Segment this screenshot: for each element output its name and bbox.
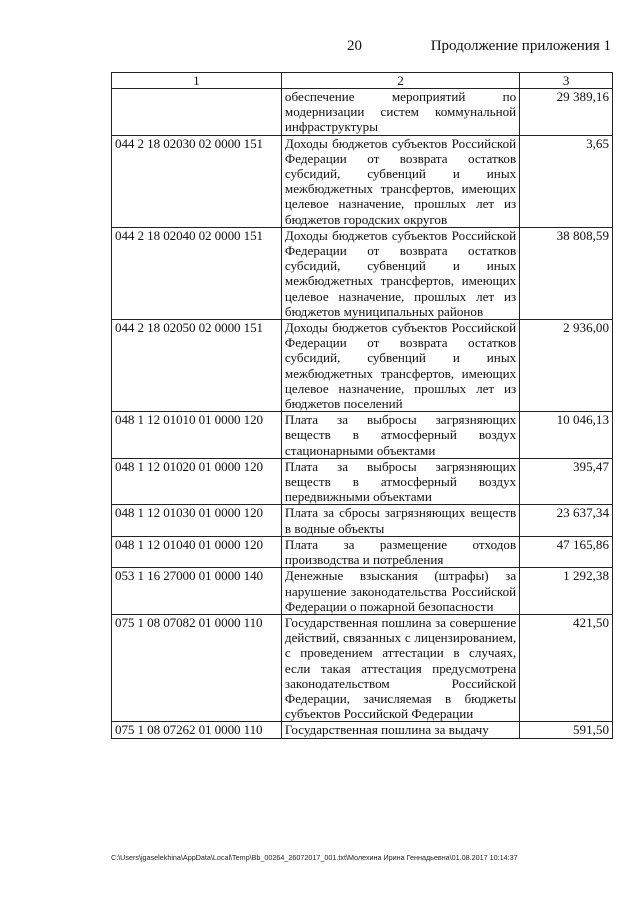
- description-cell: обеспечение мероприятий по модернизации систем коммунальной инфраструктуры: [281, 89, 519, 136]
- description-cell: Плата за выбросы загрязняющих веществ в атмосферный воздух передвижными объектами: [281, 458, 519, 505]
- amount-cell: 38 808,59: [520, 227, 613, 319]
- amount-cell: 1 292,38: [520, 568, 613, 615]
- amount-cell: 29 389,16: [520, 89, 613, 136]
- code-cell: 048 1 12 01040 01 0000 120: [112, 536, 282, 567]
- code-cell: [112, 89, 282, 136]
- code-cell: 053 1 16 27000 01 0000 140: [112, 568, 282, 615]
- description-cell: Плата за выбросы загрязняющих веществ в атмосферный воздух стационарными объектами: [281, 412, 519, 459]
- description-cell: Государственная пошлина за выдачу: [281, 722, 519, 738]
- description-cell: Плата за сбросы загрязняющих веществ в водные объекты: [281, 505, 519, 536]
- description-cell: Плата за размещение отходов производства и потребления: [281, 536, 519, 567]
- table-row: [112, 505, 613, 536]
- code-cell: 048 1 12 01010 01 0000 120: [112, 412, 282, 459]
- table-row: [112, 412, 613, 459]
- code-cell: 044 2 18 02030 02 0000 151: [112, 135, 282, 227]
- page-number: 20: [347, 38, 362, 54]
- description-cell: Доходы бюджетов субъектов Российской Федерации от возврата остатков субсидий, субвенций и иных межбюджетных трансфертов, имеющих целевое назначение, прошлых лет из бюджетов муниципальных районов: [281, 227, 519, 319]
- description-cell: Государственная пошлина за совершение действий, связанных с лицензированием, с проведением аттестации в случаях, если такая аттестация предусмотрена законодательством Российской Федерации, зачисляемая в бюджеты субъектов Российской Федерации: [281, 614, 519, 721]
- code-cell: 075 1 08 07082 01 0000 110: [112, 614, 282, 721]
- code-cell: 048 1 12 01030 01 0000 120: [112, 505, 282, 536]
- amount-cell: 2 936,00: [520, 320, 613, 412]
- amount-cell: 23 637,34: [520, 505, 613, 536]
- amount-cell: 10 046,13: [520, 412, 613, 459]
- description-cell: Денежные взыскания (штрафы) за нарушение законодательства Российской Федерации о пожарной безопасности: [281, 568, 519, 615]
- revenue-table: [111, 72, 613, 739]
- column-header: 1: [112, 73, 282, 89]
- continuation-title: Продолжение приложения 1: [430, 38, 611, 54]
- table-row: [112, 722, 613, 738]
- table-header-row: [112, 73, 613, 89]
- code-cell: 048 1 12 01020 01 0000 120: [112, 458, 282, 505]
- column-header: 2: [281, 73, 519, 89]
- table-row: [112, 568, 613, 615]
- code-cell: 075 1 08 07262 01 0000 110: [112, 722, 282, 738]
- amount-cell: 395,47: [520, 458, 613, 505]
- table-row: [112, 89, 613, 136]
- table-row: [112, 135, 613, 227]
- table-row: [112, 320, 613, 412]
- table-row: [112, 614, 613, 721]
- table-row: [112, 536, 613, 567]
- column-header: 3: [520, 73, 613, 89]
- amount-cell: 421,50: [520, 614, 613, 721]
- table-body: [112, 89, 613, 739]
- amount-cell: 47 165,86: [520, 536, 613, 567]
- code-cell: 044 2 18 02050 02 0000 151: [112, 320, 282, 412]
- amount-cell: 591,50: [520, 722, 613, 738]
- description-cell: Доходы бюджетов субъектов Российской Федерации от возврата остатков субсидий, субвенций и иных межбюджетных трансфертов, имеющих целевое назначение, прошлых лет из бюджетов поселений: [281, 320, 519, 412]
- description-cell: Доходы бюджетов субъектов Российской Федерации от возврата остатков субсидий, субвенций и иных межбюджетных трансфертов, имеющих целевое назначение, прошлых лет из бюджетов городских округов: [281, 135, 519, 227]
- file-path-footer: C:\Users\jgaselekhina\AppData\Local\Temp\Bb_00264_26072017_001.txt\Молехина Ирина Геннадьевна\01.08.2017 10:14:37: [111, 853, 518, 862]
- table-row: [112, 227, 613, 319]
- table-row: [112, 458, 613, 505]
- code-cell: 044 2 18 02040 02 0000 151: [112, 227, 282, 319]
- amount-cell: 3,65: [520, 135, 613, 227]
